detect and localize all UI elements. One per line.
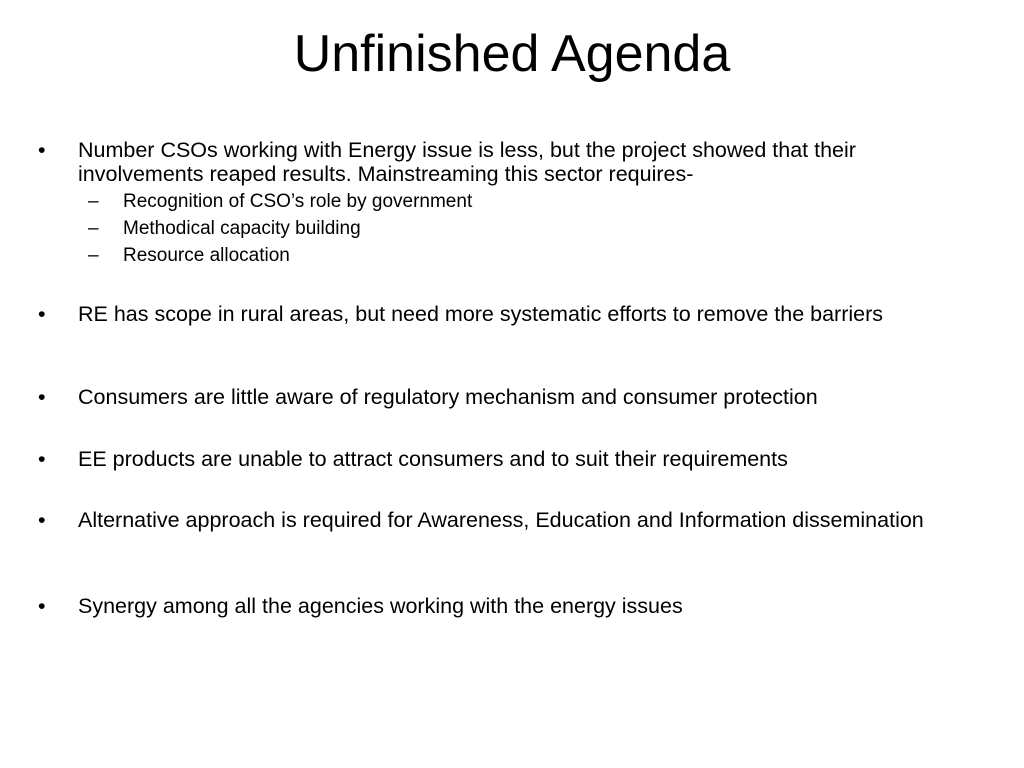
bullet-item bbox=[38, 594, 978, 618]
bullet-text: Alternative approach is required for Awareness, Education and Information dissemination bbox=[78, 508, 924, 532]
sub-bullet-item bbox=[38, 188, 978, 215]
bullet-item bbox=[38, 138, 978, 269]
bullet-item bbox=[38, 447, 978, 471]
sub-bullet-marker: – bbox=[88, 191, 99, 212]
bullet-text: EE products are unable to attract consumers and to suit their requirements bbox=[78, 447, 788, 471]
sub-bullet-text: Recognition of CSO’s role by government bbox=[123, 191, 473, 212]
bullet-marker: • bbox=[38, 508, 46, 532]
sub-bullet-text: Resource allocation bbox=[123, 245, 290, 266]
bullet-text: Synergy among all the agencies working with the energy issues bbox=[78, 594, 683, 618]
bullet-marker: • bbox=[38, 302, 46, 326]
bullet-text: Number CSOs working with Energy issue is less, but the project showed that their involvements reaped results. Mainstreaming this sector requires- bbox=[78, 138, 856, 186]
sub-bullet-item bbox=[38, 215, 978, 242]
sub-bullet-item bbox=[38, 242, 978, 269]
bullet-marker: • bbox=[38, 594, 46, 618]
sub-bullet-marker: – bbox=[88, 218, 99, 239]
bullet-item bbox=[38, 385, 978, 409]
slide-title: Unfinished Agenda bbox=[293, 25, 731, 83]
bullet-text: Consumers are little aware of regulatory mechanism and consumer protection bbox=[78, 385, 818, 409]
bullet-marker: • bbox=[38, 138, 46, 162]
bullet-marker: • bbox=[38, 385, 46, 409]
bullet-item bbox=[38, 302, 978, 326]
bullet-item bbox=[38, 508, 978, 532]
bullet-text: RE has scope in rural areas, but need more systematic efforts to remove the barriers bbox=[78, 302, 884, 326]
sub-bullet-text: Methodical capacity building bbox=[123, 218, 361, 239]
sub-bullet-marker: – bbox=[88, 245, 99, 266]
bullet-marker: • bbox=[38, 447, 46, 471]
sub-bullet-list bbox=[38, 188, 978, 269]
